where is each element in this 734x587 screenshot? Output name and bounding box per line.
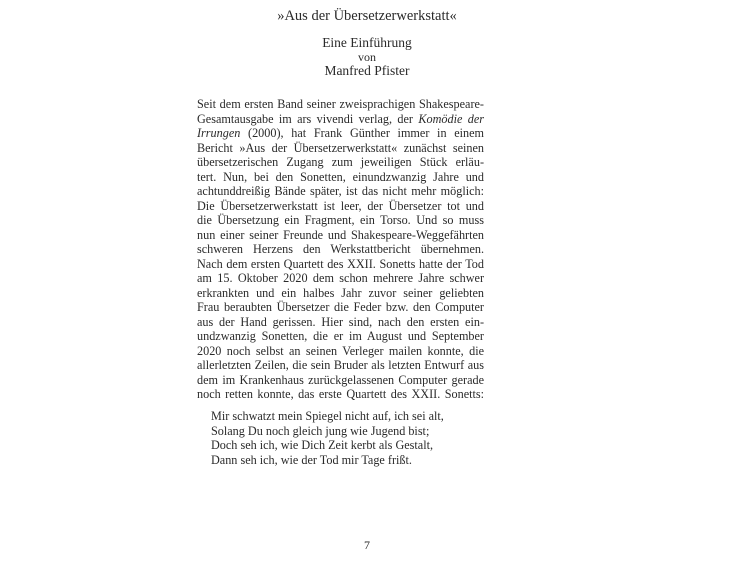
body-line: nun einer seiner Freunde und Shakespeare-Weggefährten — [197, 227, 484, 242]
italic-title-cont: Irrungen — [197, 126, 241, 140]
body-line: Die Übersetzerwerkstatt ist leer, der Übersetzer tot und — [197, 198, 484, 213]
intro-author: Manfred Pfister — [324, 63, 410, 78]
body-line — [197, 112, 484, 127]
page-number: 7 — [364, 538, 370, 552]
verse-line: Doch seh ich, wie Dich Zeit kerbt als Gestalt, — [211, 438, 434, 452]
body-line: 2020 noch selbst an seinen Verleger mailen konnte, die — [197, 343, 484, 358]
body-paragraph — [197, 97, 484, 402]
body-line: undzwanzig Sonetten, die er im August und September — [197, 329, 484, 343]
body-line: Bericht »Aus der Übersetzerwerkstatt« zunächst seinen — [197, 140, 484, 155]
intro-heading: Eine Einführung — [322, 35, 412, 50]
body-line: übersetzerischen Zugang zum jeweiligen Stück erläu- — [197, 155, 484, 169]
body-line: aus der Hand gerissen. Hier sind, nach den ersten ein- — [197, 314, 484, 329]
running-title: »Aus der Übersetzerwerkstatt« — [277, 8, 457, 24]
body-line: allerletzten Zeilen, die sein Bruder als letzten Entwurf aus — [197, 358, 484, 372]
body-line: Seit dem ersten Band seiner zweisprachigen Shakespeare- — [197, 97, 484, 111]
body-line: schweren Herzens den Werkstattbericht übernehmen. — [197, 242, 484, 256]
body-line: Frau beraubten Übersetzer die Feder bzw. den Computer — [197, 300, 484, 314]
body-line: dem im Krankenhaus zurückgelassenen Computer gerade — [197, 372, 484, 387]
body-line: Nach dem ersten Quartett des XXII. Sonetts hatte der Tod — [197, 256, 484, 271]
body-line: am 15. Oktober 2020 dem schon mehrere Jahre schwer — [197, 271, 484, 285]
verse-line: Solang Du noch gleich jung wie Jugend bist; — [211, 423, 430, 438]
italic-title: Komödie der — [418, 111, 484, 126]
verse-line: Dann seh ich, wie der Tod mir Tage frißt. — [211, 452, 412, 467]
body-line: tert. Nun, bei den Sonetten, einundzwanzig Jahre und — [197, 169, 484, 184]
verse-line: Mir schwatzt mein Spiegel nicht auf, ich sei alt, — [211, 409, 444, 423]
body-line-text: Gesamtausgabe im ars vivendi verlag, der — [197, 111, 419, 126]
intro-block — [0, 36, 734, 78]
intro-by: von — [358, 50, 376, 64]
body-line-text: (2000), hat Frank Günther immer in einem — [248, 126, 484, 140]
body-line: noch retten konnte, das erste Quartett des XXII. Sonetts: — [197, 387, 484, 401]
body-line — [197, 126, 484, 141]
body-line: die Übersetzung ein Fragment, ein Torso. Und so muss — [197, 213, 484, 227]
sonnet-quatrain — [211, 409, 444, 467]
body-line: achtunddreißig Bände später, ist das nicht mehr möglich: — [197, 184, 484, 198]
body-line: erkrankten und ein halbes Jahr zuvor seiner geliebten — [197, 285, 484, 300]
